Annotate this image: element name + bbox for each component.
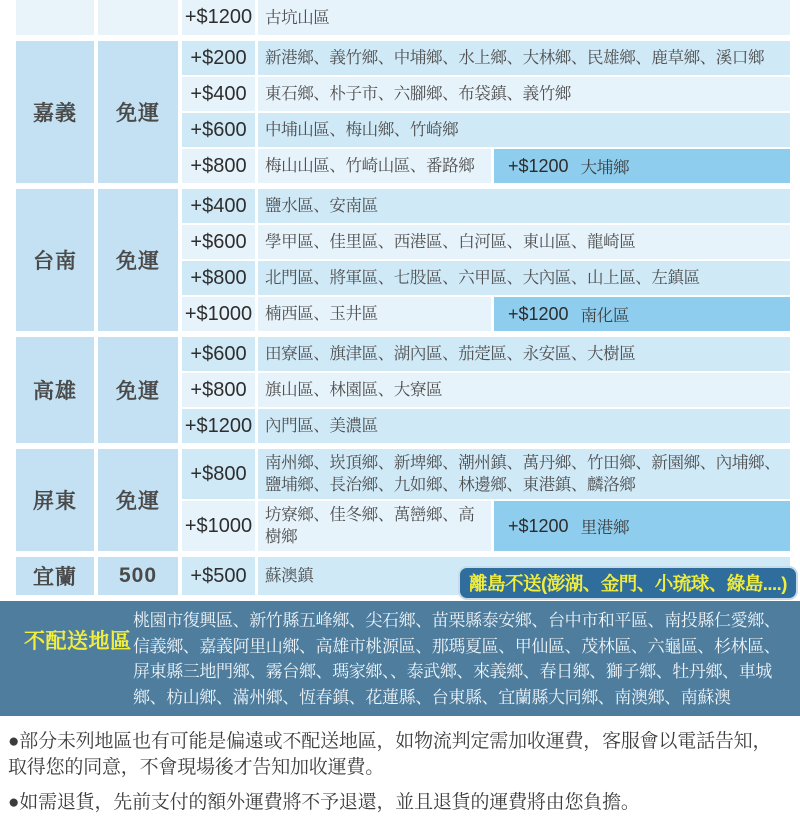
- islands-no-ship-badge: 離島不送(澎湖、金門、小琉球、綠島....): [458, 566, 798, 600]
- region-cell: 屏東: [16, 449, 94, 551]
- fee-row: [182, 0, 790, 35]
- extra-surcharge-area: 里港鄉: [580, 519, 630, 537]
- surcharge-cell: +$1000: [182, 501, 255, 551]
- region-group-0: [16, 0, 790, 35]
- areas-cell: 學甲區、佳里區、西港區、白河區、東山區、龍崎區: [258, 225, 790, 259]
- region-group-3: [16, 337, 790, 443]
- surcharge-cell: +$600: [182, 113, 255, 147]
- no-delivery-areas: 桃園市復興區、新竹縣五峰鄉、尖石鄉、苗栗縣泰安鄉、台中市和平區、南投縣仁愛鄉、信義鄉、嘉義阿里山鄉、高雄市桃源區、那瑪夏區、甲仙區、茂林區、六龜區、杉林區、屏東縣三地門鄉、霧台鄉、瑪家鄉、、泰武鄉、來義鄉、春日鄉、獅子鄉、牡丹鄉、車城鄉、枋山鄉、滿州鄉、恆春鎮、花蓮縣、台東縣、宜蘭縣大同鄉、南澳鄉、南蘇澳: [133, 611, 781, 707]
- region-cell: 宜蘭: [16, 557, 94, 595]
- surcharge-cell: +$1200: [182, 409, 255, 443]
- extra-surcharge-cell: [494, 149, 790, 183]
- region-cell: [16, 0, 94, 35]
- fee-row: [182, 501, 790, 551]
- fee-row: [182, 149, 790, 183]
- fee-row: [182, 189, 790, 223]
- surcharge-cell: +$1000: [182, 297, 255, 331]
- fee-rows: [182, 449, 790, 551]
- region-group-1: [16, 41, 790, 183]
- extra-surcharge-area: 大埔鄉: [580, 159, 630, 177]
- region-cell: 台南: [16, 189, 94, 331]
- fee-row: [182, 449, 790, 499]
- surcharge-cell: +$400: [182, 77, 255, 111]
- areas-cell: 坊寮鄉、佳冬鄉、萬巒鄉、高樹鄉: [258, 501, 491, 551]
- areas-cell: 梅山山區、竹崎山區、番路鄉: [258, 149, 491, 183]
- areas-cell: 田寮區、旗津區、湖內區、茄萣區、永安區、大樹區: [258, 337, 790, 371]
- region-cell: 嘉義: [16, 41, 94, 183]
- fee-row: [182, 337, 790, 371]
- fee-row: [182, 113, 790, 147]
- areas-cell: 古坑山區: [258, 0, 790, 35]
- fee-row: [182, 297, 790, 331]
- surcharge-cell: +$1200: [182, 0, 255, 35]
- areas-cell: 南州鄉、崁頂鄉、新埤鄉、潮州鎮、萬丹鄉、竹田鄉、新園鄉、內埔鄉、鹽埔鄉、長治鄉、九如鄉、林邊鄉、東港鎮、麟洛鄉: [258, 449, 790, 499]
- areas-cell: 楠西區、玉井區: [258, 297, 491, 331]
- areas-cell: 北門區、將軍區、七股區、六甲區、大內區、山上區、左鎮區: [258, 261, 790, 295]
- no-delivery-section: [0, 601, 800, 716]
- extra-surcharge-cell: [494, 297, 790, 331]
- region-group-4: [16, 449, 790, 551]
- surcharge-cell: +$600: [182, 337, 255, 371]
- areas-cell: 新港鄉、義竹鄉、中埔鄉、水上鄉、大林鄉、民雄鄉、鹿草鄉、溪口鄉: [258, 41, 790, 75]
- footer-note-surcharge: ●部分未列地區也有可能是偏遠或不配送地區，如物流判定需加收運費，客服會以電話告知，取得您的同意，不會現場後才告知加收運費。: [8, 731, 772, 778]
- extra-surcharge-area: 南化區: [580, 307, 630, 325]
- areas-cell: 鹽水區、安南區: [258, 189, 790, 223]
- shipping-cell: 免運: [98, 189, 178, 331]
- areas-cell: 蘇澳鎮: [258, 557, 790, 595]
- fee-row: [182, 409, 790, 443]
- region-group-2: [16, 189, 790, 331]
- extra-surcharge-value: +$1200: [508, 515, 569, 536]
- areas-cell: 中埔山區、梅山鄉、竹崎鄉: [258, 113, 790, 147]
- surcharge-cell: +$800: [182, 149, 255, 183]
- fee-row: [182, 41, 790, 75]
- extra-surcharge-cell: [494, 501, 790, 551]
- shipping-cell: 免運: [98, 449, 178, 551]
- shipping-cell: 免運: [98, 41, 178, 183]
- surcharge-cell: +$600: [182, 225, 255, 259]
- shipping-cell: 免運: [98, 337, 178, 443]
- fee-rows: [182, 0, 790, 35]
- areas-cell: 旗山區、林園區、大寮區: [258, 373, 790, 407]
- fee-row: [182, 261, 790, 295]
- fee-rows: [182, 41, 790, 183]
- shipping-cell: 500: [98, 557, 178, 595]
- fee-row: [182, 373, 790, 407]
- surcharge-cell: +$500: [182, 557, 255, 595]
- fee-rows: [182, 337, 790, 443]
- surcharge-cell: +$400: [182, 189, 255, 223]
- surcharge-cell: +$800: [182, 449, 255, 499]
- extra-surcharge-value: +$1200: [508, 155, 569, 176]
- shipping-cell: [98, 0, 178, 35]
- no-delivery-label: 不配送地區: [24, 630, 132, 653]
- fee-row: [182, 225, 790, 259]
- surcharge-cell: +$200: [182, 41, 255, 75]
- areas-cell: 內門區、美濃區: [258, 409, 790, 443]
- surcharge-cell: +$800: [182, 373, 255, 407]
- areas-cell: 東石鄉、朴子市、六腳鄉、布袋鎮、義竹鄉: [258, 77, 790, 111]
- surcharge-cell: +$800: [182, 261, 255, 295]
- region-cell: 高雄: [16, 337, 94, 443]
- footer-notes: [0, 716, 800, 816]
- footer-note-refund: ●如需退貨，先前支付的額外運費將不予退還，並且退貨的運費將由您負擔。: [8, 792, 640, 813]
- fee-rows: [182, 189, 790, 331]
- fee-row: [182, 77, 790, 111]
- extra-surcharge-value: +$1200: [508, 303, 569, 324]
